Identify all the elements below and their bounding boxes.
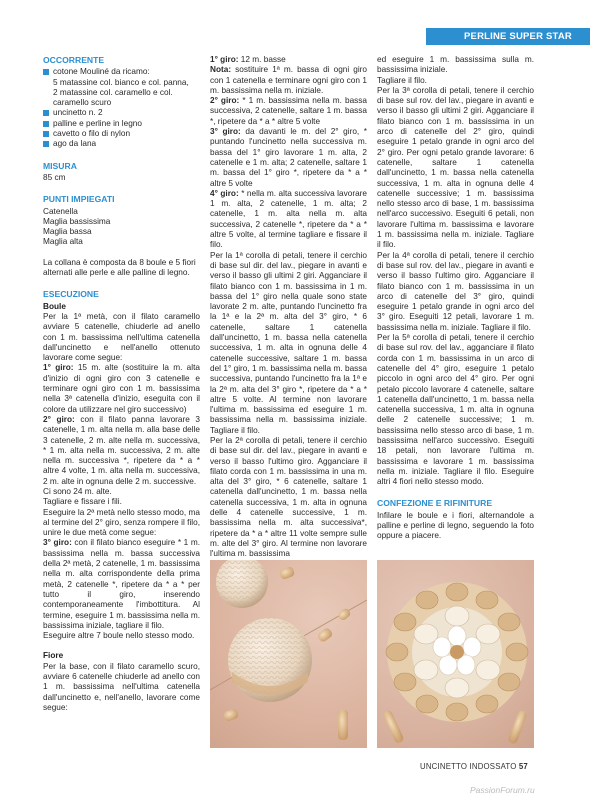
stitch-item: Maglia alta [43,237,83,247]
photo-crochet-flower [377,560,534,748]
material-item: 2 matassine col. caramello e col. caramello scuro [53,87,173,108]
section-banner: PERLINE SUPER STAR [426,28,590,45]
corolla-1: Per la 1ª corolla di petali, tenere il cerchio di base sul dir. del lav., piegare in avanti e verso il basso gli ultimi 2 giri. Agganciare il filato bianco con 1 m. bassissima in 1 m. bassa del 1° giro nella quale sono state lavorate 2 m. alte, puntando l'uncinetto fra la 1ª e la 2ª m. alta del 3° giro, * 6 catenelle, saltare 1 catenella dall'uncinetto, 1 m. bassa nella catenella successiva, 1 m. alta in ognuna delle 4 catenelle successive, saltare 1 m. bassa del 1° giro, 1 m. bassissima nella m. bassa successiva, puntando l'uncinetto fra la 1ª e la 2ª m. alta del 3° giro *, ripetere da * a * altre 5 volte. Al termine non lavorare l'ultima m. bassissima ed eseguire 1 m. bassissima nella m. bassissima iniziale. Tagliare il filo. [210,250,367,435]
stitch-item: Maglia bassissima [43,216,111,226]
material-item: palline e perline in legno [43,119,200,129]
fiore-round-4: 4° giro: * nella m. alta successiva lavorare 1 m. alta, 2 catenelle, 1 m. alta; 2 catenelle, 1 m. alta nella m. alta successiva, 2 catenelle *, ripetere da * a * altre 5 volte, al termine tagliare e fissare il filo. [210,188,367,250]
corolla-2-cut: Tagliare il filo. [377,75,427,85]
confezione-text: Infilare le boule e i fiori, alternandole a palline e perline di legno, seguendo la foto oppure a piacere. [377,510,534,541]
boule-paragraph: Per la 1ª metà, con il filato caramello avviare 5 catenelle, chiuderle ad anello con 1 m. bassissima nell'ultima catenella dall'uncinetto e nell'anello ottenuto lavorare come segue: [43,311,200,363]
subheading-boule: Boule [43,301,66,311]
boule-round-2: 2° giro: con il filato panna lavorare 3 catenelle, 1 m. alta nella m. alla base delle 3 catenelle, 2 m. alte nella m. successiva, * 1 m. alta nella m. successiva, 2 m. alte nella m. successiva *, ripetere da * a * altre 4 volte, 1 m. alta nella m. successiva, 2 m. alte in ognuna delle 2 m. successive. [43,414,200,486]
boule-repeat: Eseguire altre 7 boule nello stesso modo. [43,631,195,641]
fiore-round-1: 1° giro: 12 m. basse [210,55,286,64]
boule-count: Ci sono 24 m. alte. [43,486,112,496]
heading-misura: MISURA [43,160,77,171]
page-footer [420,762,528,771]
column-2 [210,55,367,560]
heading-occorrente: OCCORRENTE [43,55,105,65]
stitch-item: Catenella [43,206,78,216]
column-3 [377,55,534,542]
column-1 [43,55,200,713]
flower-illustration [377,560,534,748]
stitch-item: Maglia bassa [43,227,92,237]
material-item: uncinetto n. 2 [43,108,200,118]
misura-value: 85 cm [43,172,66,182]
corolla-4: Per la 4ª corolla di petali, tenere il cerchio di base sul rov. del lav., piegare in avanti e verso il basso l'ultimo giro. Agganciare il filato bianco con 1 m. bassissima in un arco di catenelle del 3° giro, quindi eseguire 1 petalo grande in ogni arco del 3° giro. Eseguiti 12 petali, lavorare 1 m. bassissima nella m. iniziale. Tagliare il filo. [377,250,534,332]
fiore-note: Nota: sostituire 1ª m. bassa di ogni giro con 1 catenella e terminare ogni giro con 1 m. bassissima nella m. iniziale. [210,65,367,95]
stitch-list [43,207,200,248]
boule-round-1: 1° giro: 15 m. alte (sostituire la m. alta d'inizio di ogni giro con 3 catenelle e terminare ogni giro con 1 m. bassissima nella 3ª catenella d'inizio, eseguita con il colore da utilizzare nel giro successivo) [43,363,200,414]
page-number: 57 [518,762,528,771]
material-item: cavetto o filo di nylon [43,129,200,139]
boule-round-3: 3° giro: con il filato bianco eseguire * 1 m. bassissima nella m. bassa successiva della 2ª metà, 2 catenelle, 1 m. bassissima nella m. alta corrispondente della prima metà, 2 catenelle *, ripetere da * a * per tutto il giro, inserendo contemporaneamente l'imbottitura. Al termine, eseguire 1 m. bassissima nella m. bassissima iniziale, tagliare il filo. [43,538,200,630]
fiore-round-2: 2° giro: * 1 m. bassissima nella m. bassa successiva, 2 catenelle, saltare 1 m. bassa *, ripetere da * a * altre 5 volte [210,96,368,126]
material-item: cotone Mouliné da ricamo: [43,67,200,77]
fiore-round-3: 3° giro: da davanti le m. del 2° giro, * puntando l'uncinetto nella successiva m. bassa del 1° giro lavorare 1 m. alta, 2 catenelle e 1 m. alta; 2 catenelle, saltare 1 m. bassa del 1° giro *, ripetere da * a * altre 5 volte [210,127,368,188]
watermark: PassionForum.ru [470,785,535,795]
photo-crochet-beads [210,560,367,748]
intro-text: La collana è composta da 8 boule e 5 fiori alternati alle perle e alle palline di legno. [43,257,196,278]
corolla-2-end: ed eseguire 1 m. bassissima sulla m. bassissima iniziale. [377,55,534,75]
boule-second-half: Eseguire la 2ª metà nello stesso modo, ma al termine del 2° giro, senza rompere il filo, unire le due metà come segue: [43,507,200,538]
beads-illustration [210,560,367,748]
heading-esecuzione: ESECUZIONE [43,289,99,300]
heading-punti: PUNTI IMPIEGATI [43,194,115,205]
subheading-fiore: Fiore [43,651,64,661]
heading-confezione: CONFEZIONE E RIFINITURE [377,498,493,509]
footer-title: UNCINETTO INDOSSATO [420,762,517,771]
corolla-5: Per la 5ª corolla di petali, tenere il cerchio di base sul rov. del lav., agganciare il filato corda con 1 m. bassissima in un arco di catenelle del 4° giro, eseguire 1 petalo piccolo in ogni arco del 4° giro. Per ogni petalo piccolo lavorare 4 catenelle, saltare 1 catenella dall'uncinetto, 1 m. bassa nella catenella successiva, 1 m. alta in ognuna delle 2 catenelle successive; 1 m. bassissima nello stesso arco di base, 1 m. bassissima nell'arco successivo. Eseguiti 18 petali, non lavorare l'ultima m. bassissima e lavorare 1 m. bassissima nella m. iniziale. Tagliare il filo. Eseguire altri 4 fiori nello stesso modo. [377,333,534,487]
material-item: ago da lana [43,139,200,149]
material-item: 5 matassine col. bianco e col. panna, [53,77,189,87]
materials-list [43,67,200,149]
corolla-3: Per la 3ª corolla di petali, tenere il cerchio di base sul rov. del lav., piegare in avanti e verso il basso gli ultimi 2 giri. Agganciare il filato bianco con 1 m. bassissima in un arco di catenelle del 2° giro, quindi eseguire 1 petalo grande in ogni arco del 2° giro. Per ogni petalo grande lavorare: 6 catenelle, saltare 1 catenella dall'uncinetto, 1 m. bassa nella catenella successiva, 1 m. alta in ognuna delle 4 catenelle successive; 1 m. bassissima nello stesso arco di base, 1 m. bassissima nell'arco successivo. Eseguiti 6 petali, non lavorare l'ultima m. bassissima e lavorare 1 m. bassissima nella m. iniziale. Tagliare il filo. [377,85,534,250]
boule-cut: Tagliare e fissare i fili. [43,497,122,507]
corolla-2: Per la 2ª corolla di petali, tenere il cerchio di base sul dir. del lav., piegare in avanti e verso il basso l'ultimo giro. Agganciare il filato corda con 1 m. bassissima in una m. alta del 3° giro, * 6 catenelle, saltare 1 catenella dall'uncinetto, 1 m. bassa nella catenella successiva, 1 m. alta in ognuna delle 4 catenelle successive, 1 m. bassissima nella m. alta successiva*, ripetere da * a * altre 11 volte sempre sulle m. alte del 3° giro. Al termine non lavorare l'ultima m. bassissima [210,435,367,559]
fiore-paragraph: Per la base, con il filato caramello scuro, avviare 6 catenelle chiuderle ad anello con 1 m. bassissima nell'ultima catenella dall'uncinetto e, nell'anello, lavorare come segue: [43,661,200,712]
